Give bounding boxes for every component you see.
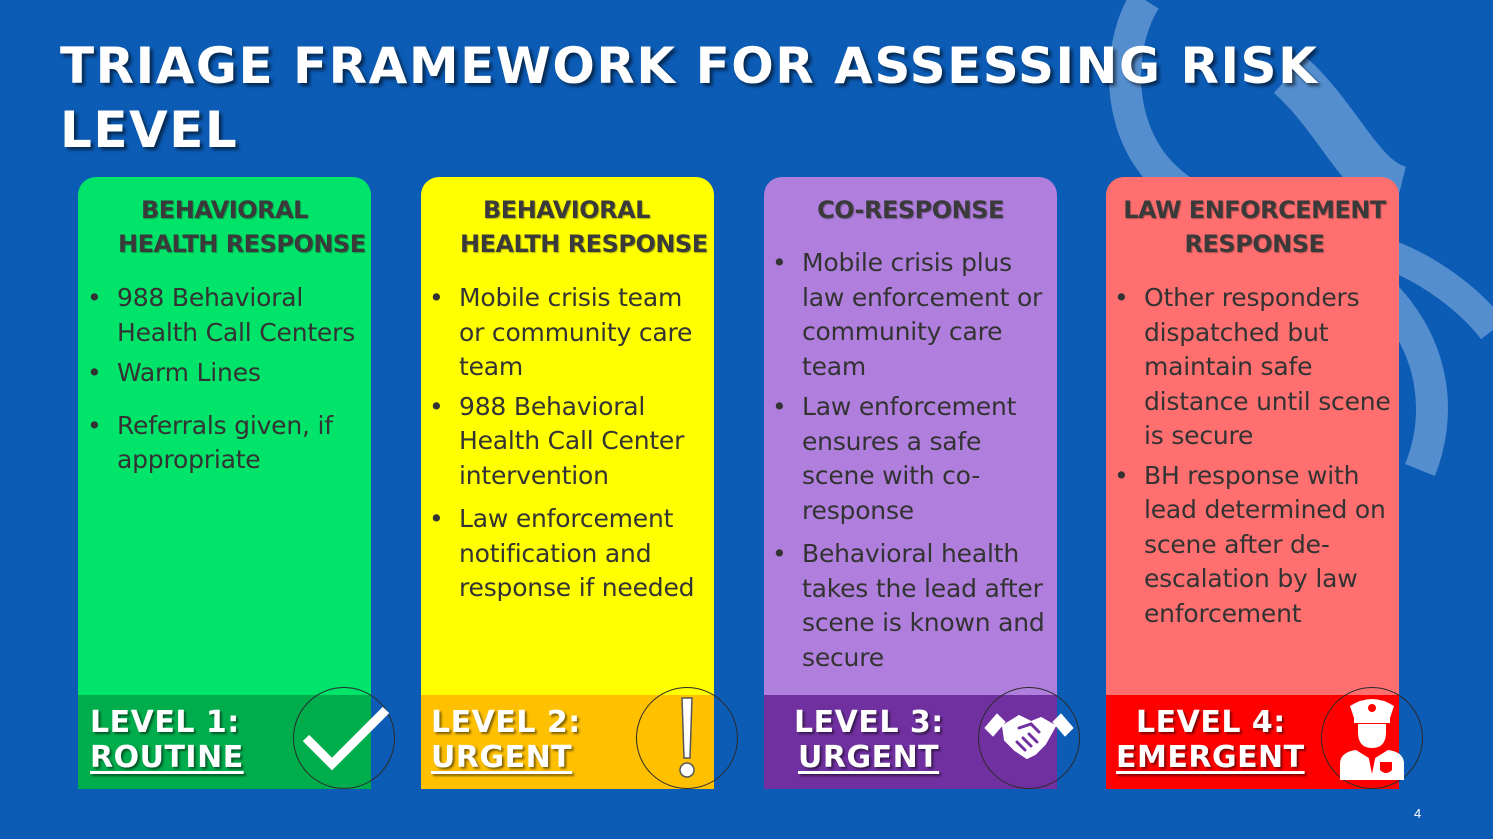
handshake-icon [979,688,1079,788]
level-label [431,705,581,775]
card-heading-line2: RESPONSE [1184,230,1325,258]
card-heading [1106,193,1399,261]
list-item: • Mobile crisis team or community care team [421,281,714,385]
card-bullet-list [1106,281,1399,631]
card-heading [78,193,371,261]
card-heading-line1: LAW ENFORCEMENT [1123,196,1386,224]
card-heading [421,193,714,261]
level-number: LEVEL 3: [794,705,944,740]
list-item: • Law enforcement notification and response if needed [421,502,714,606]
level-label [90,705,244,775]
slide-title: TRIAGE FRAMEWORK FOR ASSESSING RISK LEVEL [60,37,1319,159]
list-item: • 988 Behavioral Health Call Center intervention [421,390,714,494]
list-item: • Warm Lines [79,356,371,391]
level-label [794,705,944,775]
card-heading-line2: HEALTH RESPONSE [460,230,708,258]
level-1-badge [293,687,395,789]
card-heading-line1: BEHAVIORAL [483,196,650,224]
level-number: LEVEL 2: [431,705,581,740]
level-name: URGENT [798,740,940,775]
card-heading-line1: BEHAVIORAL [141,196,308,224]
level-name: EMERGENT [1116,740,1305,775]
level-2-badge [636,687,738,789]
level-number: LEVEL 4: [1136,705,1286,740]
exclamation-icon [637,688,737,788]
list-item: • Law enforcement ensures a safe scene with co-response [764,390,1057,528]
level-3-badge [978,687,1080,789]
level-name: ROUTINE [90,740,244,775]
level-4-badge [1321,687,1423,789]
card-bullet-list [79,281,371,478]
card-heading-line1: CO-RESPONSE [817,196,1004,224]
list-item: • Behavioral health takes the lead after scene is known and secure [764,537,1057,675]
card-bullet-list [764,246,1057,675]
checkmark-icon [294,688,394,788]
level-number: LEVEL 1: [90,705,240,740]
level-label [1116,705,1305,775]
card-heading [764,193,1057,227]
list-item: • Other responders dispatched but maintain safe distance until scene is secure [1106,281,1399,454]
card-heading-line2: HEALTH RESPONSE [118,230,366,258]
list-item: • BH response with lead determined on scene after de-escalation by law enforcement [1106,459,1399,632]
level-name: URGENT [431,740,573,775]
police-officer-icon [1322,688,1422,788]
card-bullet-list [421,281,714,606]
slide-number: 4 [1414,806,1422,821]
list-item: • Mobile crisis plus law enforcement or community care team [764,246,1057,384]
list-item: • 988 Behavioral Health Call Centers [79,281,371,350]
list-item: • Referrals given, if appropriate [79,409,371,478]
